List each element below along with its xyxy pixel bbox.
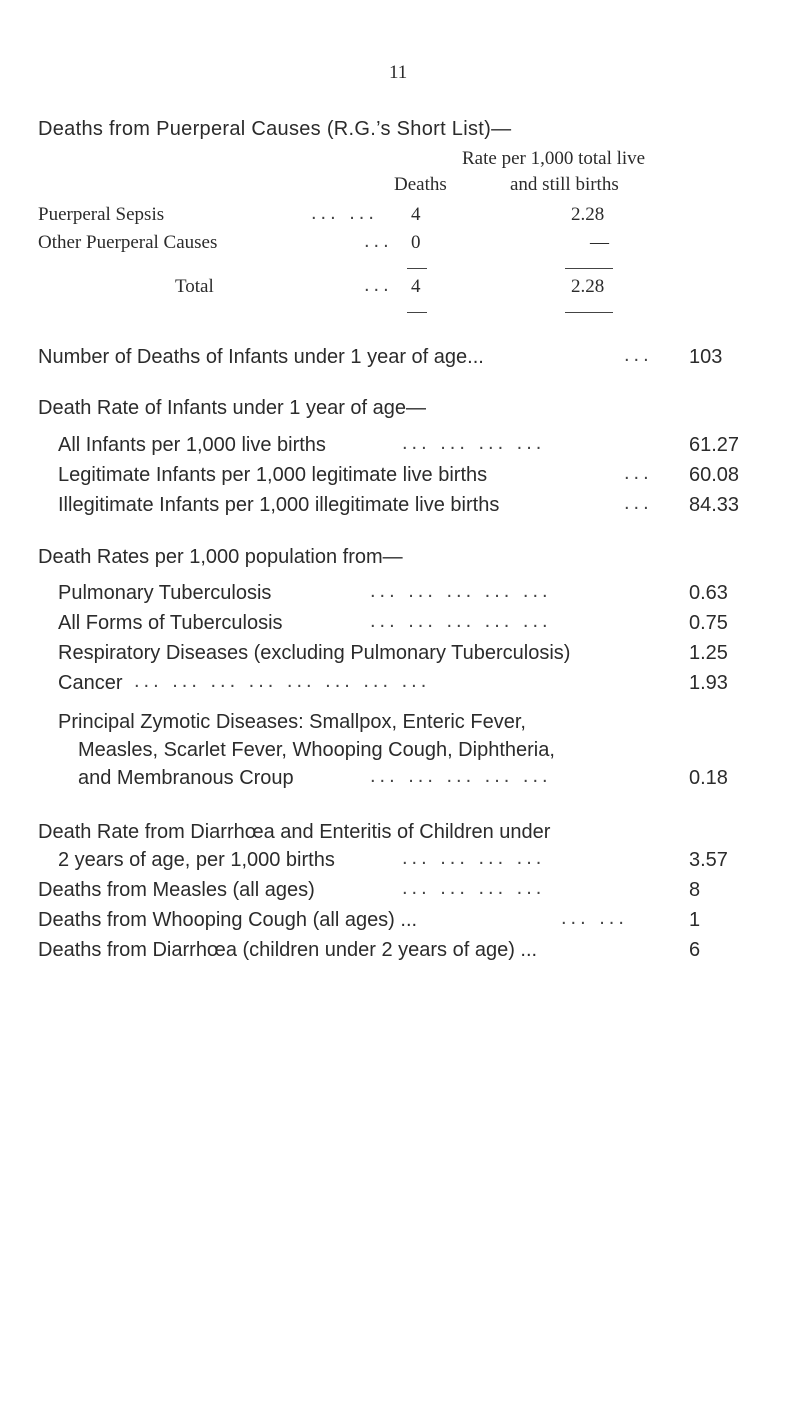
infant-deaths-leader: ... [624, 344, 653, 366]
puerperal-heading: Deaths from Puerperal Causes (R.G.’s Short List)— [38, 118, 512, 140]
diarrhoea-rate-line1: Death Rate from Diarrhœa and Enteritis of Children under [38, 821, 551, 843]
respiratory-value: 1.25 [689, 642, 728, 664]
legitimate-infants-label: Legitimate Infants per 1,000 legitimate live births [58, 464, 488, 486]
cancer-leader: ... ... ... ... ... ... ... ... [134, 670, 431, 692]
deaths-total-rule-bottom [407, 312, 427, 313]
population-rates-heading: Death Rates per 1,000 population from— [38, 546, 403, 568]
illegitimate-infants-label: Illegitimate Infants per 1,000 illegitimate live births [58, 494, 500, 516]
diarrhoea-rate-value: 3.57 [689, 849, 728, 871]
illegitimate-infants-leader: ... [624, 492, 653, 514]
deaths-total-rule-top [407, 268, 427, 269]
zymotic-value: 0.18 [689, 767, 728, 789]
infant-deaths-label: Number of Deaths of Infants under 1 year of age... [38, 346, 484, 368]
infant-deaths-value: 103 [689, 346, 723, 368]
zymotic-line3: and Membranous Croup [78, 767, 294, 789]
page-number: 11 [389, 62, 408, 83]
all-infants-value: 61.27 [689, 434, 740, 456]
all-infants-leader: ... ... ... ... [402, 432, 546, 454]
measles-deaths-leader: ... ... ... ... [402, 877, 546, 899]
infant-rate-heading: Death Rate of Infants under 1 year of age— [38, 397, 427, 419]
cancer-label: Cancer [58, 672, 123, 694]
measles-deaths-value: 8 [689, 879, 701, 901]
all-tb-leader: ... ... ... ... ... [370, 610, 552, 632]
pulmonary-tb-leader: ... ... ... ... ... [370, 580, 552, 602]
all-tb-label: All Forms of Tuberculosis [58, 612, 283, 634]
rate-column-header-line2: and still births [510, 174, 619, 195]
zymotic-line2: Measles, Scarlet Fever, Whooping Cough, Diphtheria, [78, 739, 555, 761]
rate-total-rule-bottom [565, 312, 613, 313]
diarrhoea-deaths-label: Deaths from Diarrhœa (children under 2 years of age) ... [38, 939, 538, 961]
puerperal-total-deaths: 4 [411, 276, 421, 297]
puerperal-sepsis-deaths: 4 [411, 204, 421, 225]
measles-deaths-label: Deaths from Measles (all ages) [38, 879, 315, 901]
other-puerperal-leader: ... [364, 230, 393, 252]
respiratory-label: Respiratory Diseases (excluding Pulmonary Tuberculosis) [58, 642, 571, 664]
zymotic-leader: ... ... ... ... ... [370, 765, 552, 787]
puerperal-sepsis-leader: ... ... [311, 202, 378, 224]
whooping-cough-deaths-value: 1 [689, 909, 701, 931]
whooping-cough-deaths-leader: ... ... [561, 907, 628, 929]
all-infants-label: All Infants per 1,000 live births [58, 434, 326, 456]
deaths-column-header: Deaths [394, 174, 447, 195]
diarrhoea-rate-leader: ... ... ... ... [402, 847, 546, 869]
other-puerperal-rate: — [590, 232, 609, 253]
legitimate-infants-leader: ... [624, 462, 653, 484]
rate-column-header-line1: Rate per 1,000 total live [462, 148, 646, 169]
puerperal-sepsis-rate: 2.28 [571, 204, 605, 225]
puerperal-total-leader: ... [364, 274, 393, 296]
zymotic-line1: Principal Zymotic Diseases: Smallpox, Enteric Fever, [58, 711, 526, 733]
all-tb-value: 0.75 [689, 612, 728, 634]
cancer-value: 1.93 [689, 672, 728, 694]
other-puerperal-deaths: 0 [411, 232, 421, 253]
puerperal-sepsis-label: Puerperal Sepsis [38, 204, 165, 225]
pulmonary-tb-value: 0.63 [689, 582, 728, 604]
rate-total-rule-top [565, 268, 613, 269]
illegitimate-infants-value: 84.33 [689, 494, 740, 516]
legitimate-infants-value: 60.08 [689, 464, 740, 486]
whooping-cough-deaths-label: Deaths from Whooping Cough (all ages) ... [38, 909, 418, 931]
pulmonary-tb-label: Pulmonary Tuberculosis [58, 582, 272, 604]
diarrhoea-deaths-value: 6 [689, 939, 701, 961]
puerperal-total-rate: 2.28 [571, 276, 605, 297]
puerperal-total-label: Total [175, 276, 214, 297]
other-puerperal-label: Other Puerperal Causes [38, 232, 218, 253]
diarrhoea-rate-line2: 2 years of age, per 1,000 births [58, 849, 335, 871]
